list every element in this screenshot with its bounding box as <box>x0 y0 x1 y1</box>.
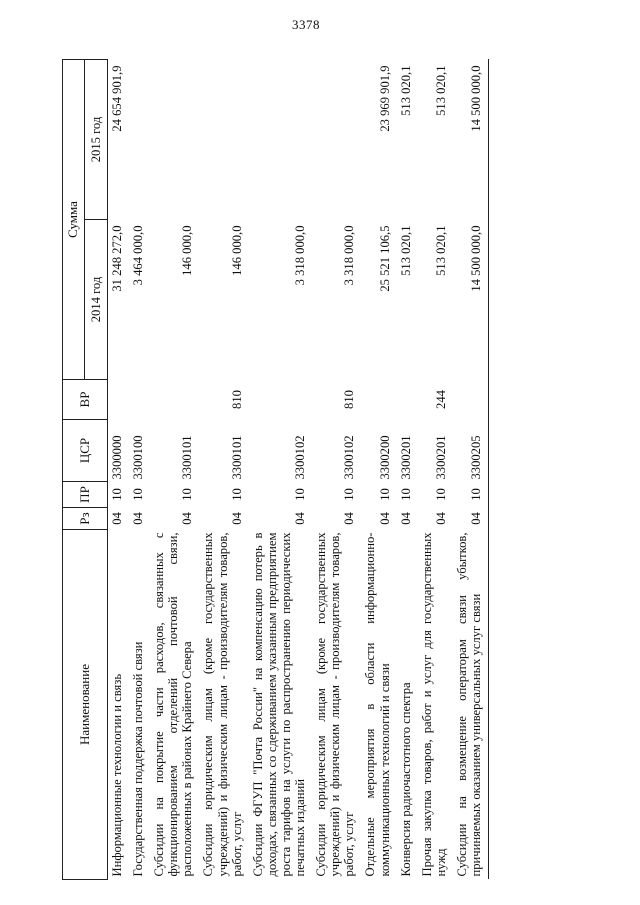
row-name: Субсидии юридическим лицам (кроме государственных учреждений) и физическим лицам - производителям товаров, работ, услуг <box>201 532 244 877</box>
row-csr: 3300000 <box>110 435 124 480</box>
row-csr: 3300205 <box>453 420 489 482</box>
row-sum-2015: 14 500 000,0 <box>453 60 489 220</box>
row-sum-2015: 24 654 901,9 <box>110 65 124 132</box>
row-rz: 04 <box>131 512 146 525</box>
row-csr: 3300100 <box>131 435 146 480</box>
table-header <box>63 60 108 880</box>
table-row <box>108 60 130 880</box>
table-row <box>129 60 150 880</box>
row-sum-2015: 513 020,1 <box>398 65 413 116</box>
row-pr: 10 <box>453 482 489 508</box>
row-name: Отдельные мероприятия в области информационно-коммуникационных технологий и связи <box>363 532 392 877</box>
row-vr: 244 <box>433 390 448 409</box>
row-rz: 04 <box>342 512 357 525</box>
row-pr: 10 <box>180 488 195 501</box>
row-sum-2015 <box>199 60 248 220</box>
row-sum-2014: 146 000,0 <box>229 225 244 276</box>
row-sum-2014: 513 020,1 <box>433 225 448 276</box>
row-csr: 3300101 <box>180 435 195 480</box>
row-sum-2014: 31 248 272,0 <box>110 225 124 292</box>
table-row <box>312 60 361 880</box>
row-csr: 3300201 <box>433 435 448 480</box>
header-sum: Сумма <box>63 60 85 380</box>
row-csr: 3300101 <box>229 435 244 480</box>
header-pr: ПР <box>63 482 108 508</box>
row-sum-2015 <box>129 60 150 220</box>
row-name: Государственная поддержка почтовой связи <box>131 641 146 877</box>
row-pr: 10 <box>293 488 308 501</box>
row-name: Субсидии юридическим лицам (кроме государственных учреждений) и физическим лицам - производителям товаров, работ, услуг <box>314 532 357 877</box>
row-name: Конверсия радиочастотного спектра <box>398 682 413 877</box>
row-rz: 04 <box>229 512 244 525</box>
row-sum-2014: 3 318 000,0 <box>342 225 357 286</box>
row-vr <box>453 380 489 420</box>
row-csr: 3300102 <box>293 435 308 480</box>
table-row <box>361 60 396 880</box>
row-vr <box>150 380 199 420</box>
row-pr: 10 <box>398 488 413 501</box>
row-vr: 810 <box>229 390 244 409</box>
row-rz: 04 <box>433 512 448 525</box>
row-vr <box>361 380 396 420</box>
table-body <box>108 60 489 880</box>
header-rz: Рз <box>63 508 108 530</box>
row-sum-2014: 513 020,1 <box>398 225 413 276</box>
row-vr: 810 <box>342 390 357 409</box>
row-name: Субсидии на возмещение операторам связи убытков, причиняемых оказанием универсальных услуг связи <box>453 530 489 880</box>
row-csr: 3300200 <box>377 435 392 480</box>
row-rz: 04 <box>398 512 413 525</box>
row-sum-2015 <box>312 60 361 220</box>
row-name: Субсидии на покрытие части расходов, связанных с функционированием отделений почтовой связи, расположенных в районах Крайнего Севера <box>152 532 195 877</box>
row-rz: 04 <box>453 508 489 530</box>
row-name: Субсидии ФГУП "Почта России" на компенсацию потерь в доходах, связанных со сдерживанием указанным предприятием роста тарифов на услуги по распространению периодических печатных изданий <box>250 532 308 877</box>
row-rz: 04 <box>293 512 308 525</box>
row-pr: 10 <box>342 488 357 501</box>
row-sum-2015: 23 969 901,9 <box>377 65 392 132</box>
row-rz: 04 <box>110 512 124 525</box>
row-pr: 10 <box>229 488 244 501</box>
header-name: Наименование <box>63 530 108 880</box>
budget-table <box>62 59 489 880</box>
table-row <box>249 60 312 880</box>
header-csr: ЦСР <box>63 420 108 482</box>
row-sum-2014: 14 500 000,0 <box>453 220 489 380</box>
table-row <box>397 60 418 880</box>
row-vr <box>108 380 130 420</box>
row-pr: 10 <box>433 488 448 501</box>
table-row <box>418 60 453 880</box>
row-sum-2014: 146 000,0 <box>180 225 195 276</box>
rotated-budget-table <box>62 60 580 880</box>
header-vr: ВР <box>63 380 108 420</box>
row-name: Информационные технологии и связь <box>110 673 124 877</box>
row-pr: 10 <box>131 488 146 501</box>
row-name: Прочая закупка товаров, работ и услуг для государственных нужд <box>419 532 448 877</box>
table-row <box>199 60 248 880</box>
row-sum-2014: 3 318 000,0 <box>293 225 308 286</box>
page-number: 3378 <box>292 17 320 32</box>
row-rz: 04 <box>180 512 195 525</box>
row-sum-2015 <box>249 60 312 220</box>
header-year-2015: 2015 год <box>85 60 108 220</box>
row-vr <box>397 380 418 420</box>
row-sum-2015: 513 020,1 <box>433 65 448 116</box>
row-vr <box>249 380 312 420</box>
row-pr: 10 <box>377 488 392 501</box>
row-pr: 10 <box>110 488 124 501</box>
row-sum-2014: 25 521 106,5 <box>377 225 392 292</box>
table-row <box>453 60 489 880</box>
row-csr: 3300201 <box>398 435 413 480</box>
row-sum-2014: 3 464 000,0 <box>131 225 146 286</box>
row-sum-2015 <box>150 60 199 220</box>
header-year-2014: 2014 год <box>85 220 108 380</box>
row-csr: 3300102 <box>342 435 357 480</box>
row-rz: 04 <box>377 512 392 525</box>
row-vr <box>129 380 150 420</box>
table-row <box>150 60 199 880</box>
